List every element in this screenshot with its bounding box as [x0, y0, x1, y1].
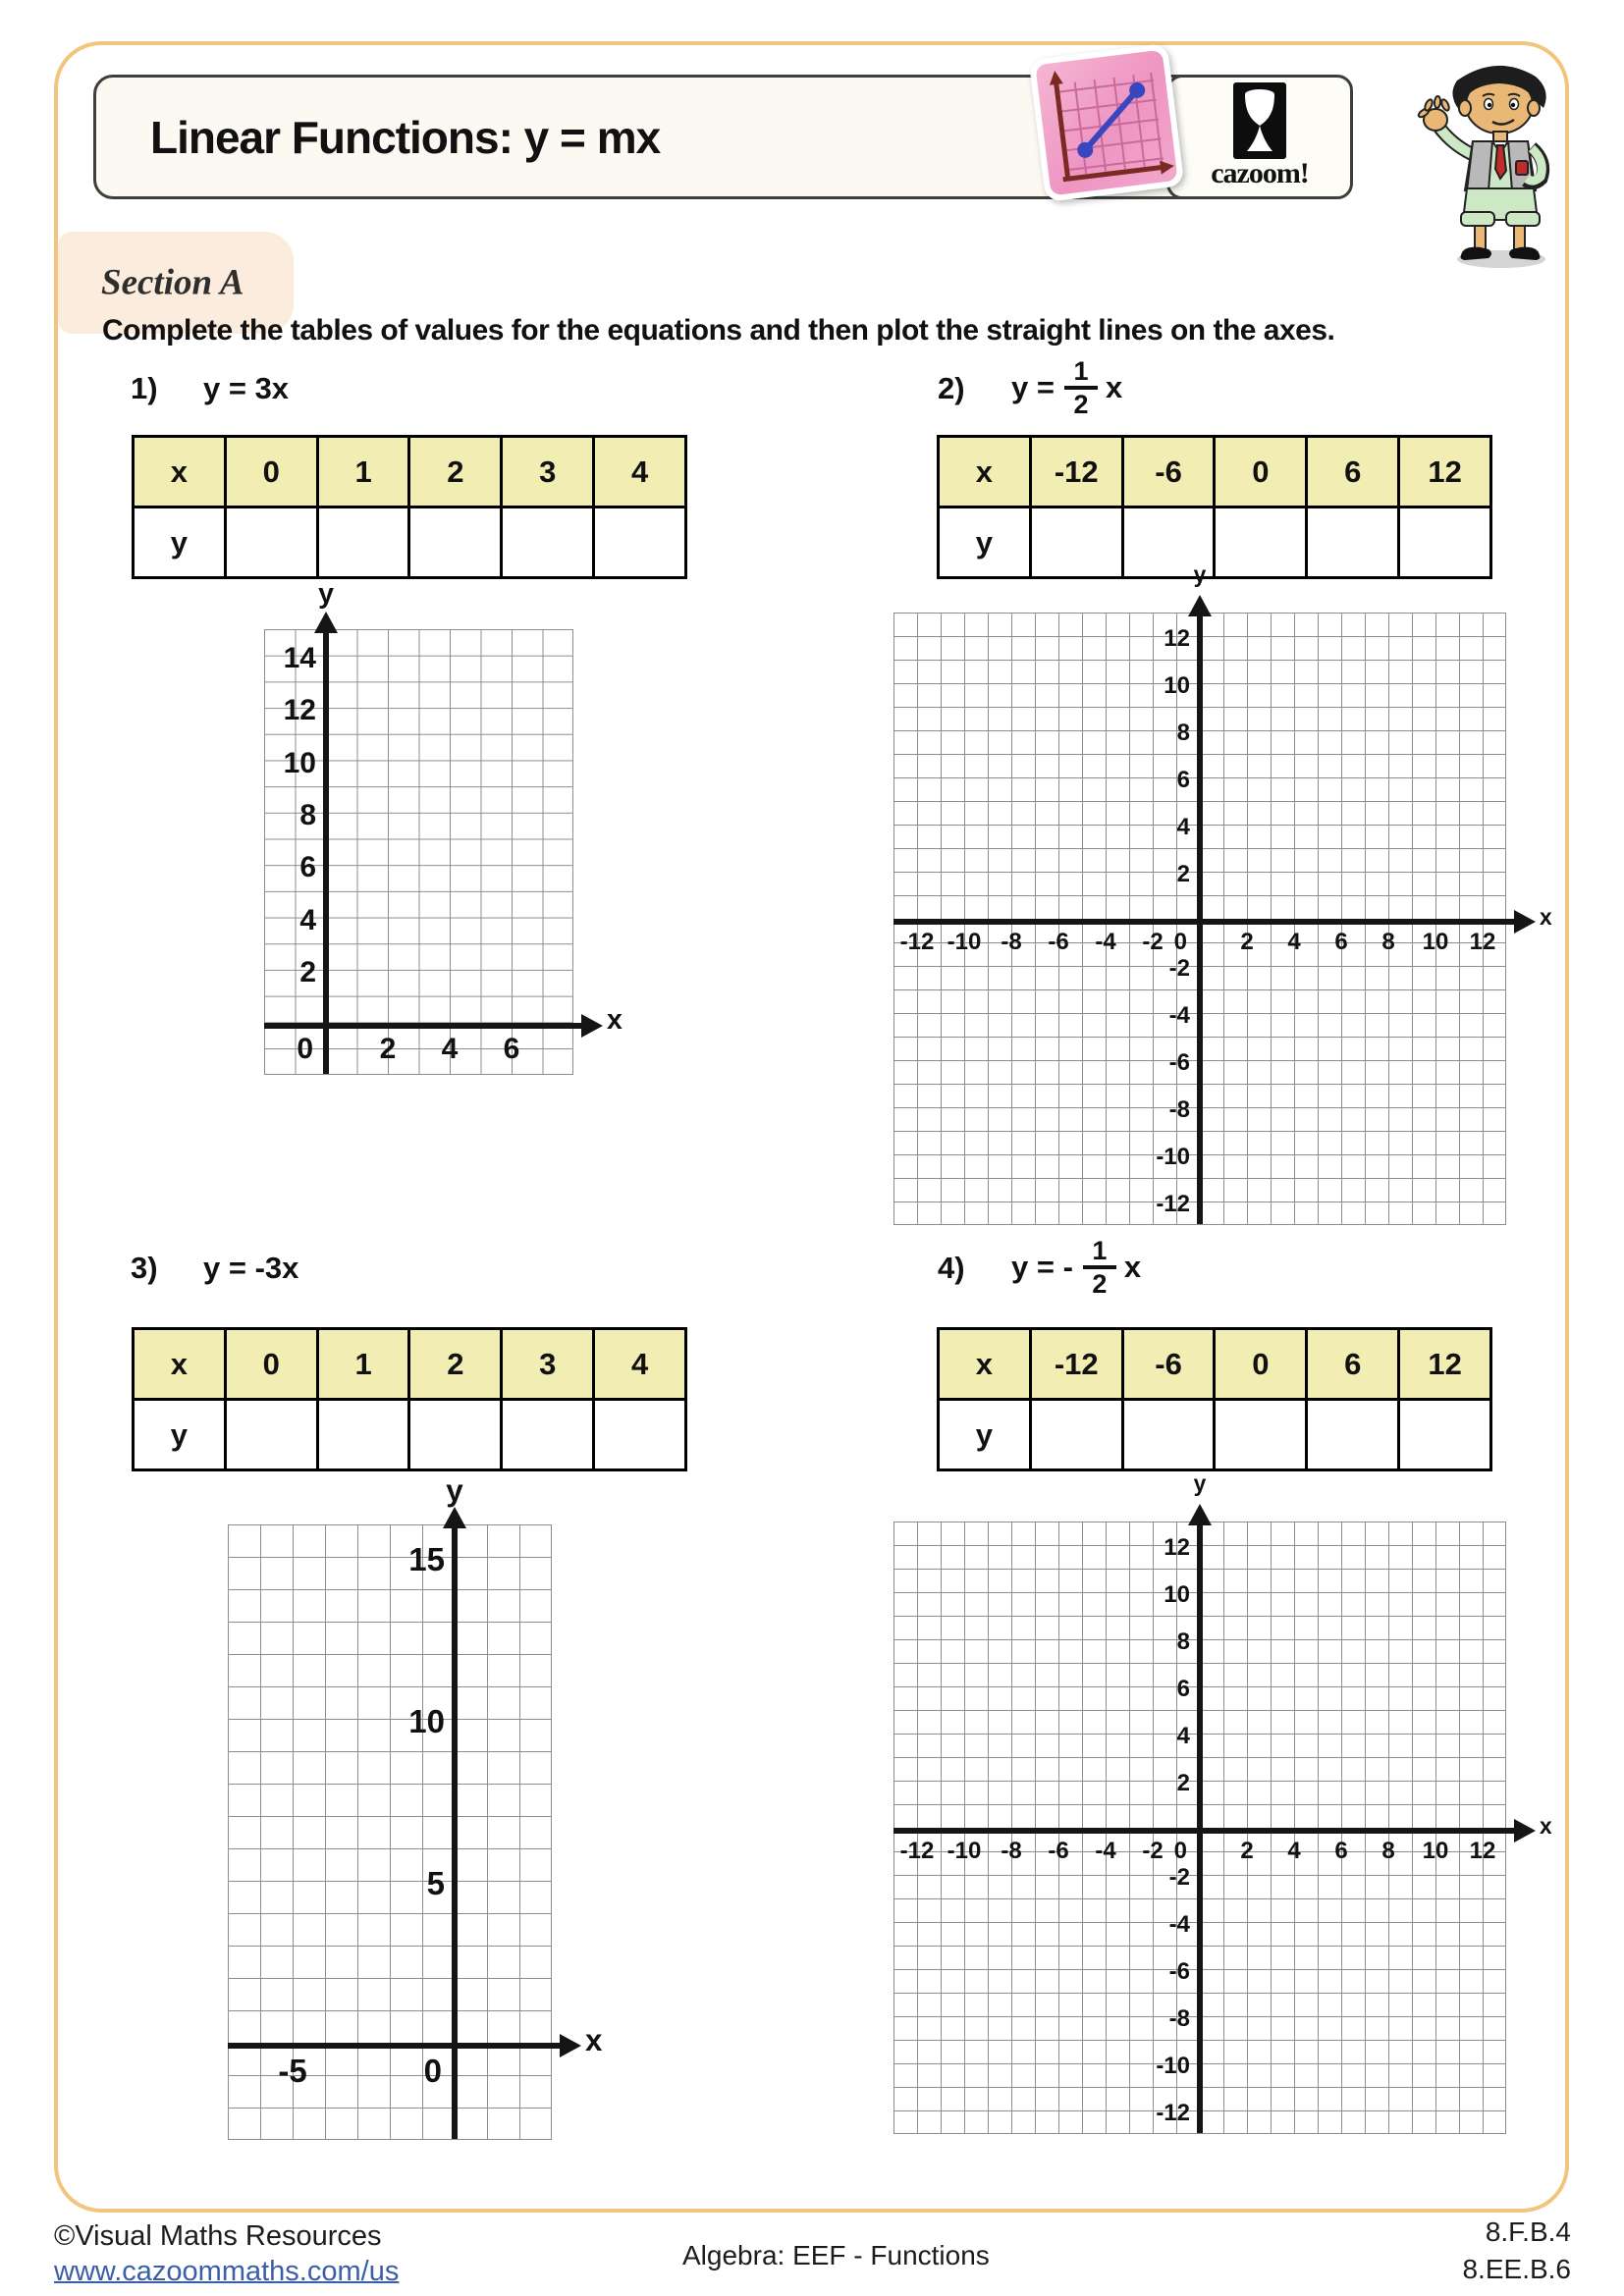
- y-tick-label: 2: [299, 956, 316, 989]
- y-axis-arrow-icon: [1188, 1504, 1212, 1525]
- table-header-cell: 4: [594, 1329, 686, 1400]
- answer-cell[interactable]: [1215, 1400, 1307, 1470]
- table-header-cell: 0: [1215, 437, 1307, 507]
- y-tick-label: -10: [1156, 2053, 1190, 2079]
- y-tick-label: 4: [299, 903, 316, 936]
- y-axis-title: y: [318, 578, 334, 610]
- table-header-cell: 3: [502, 437, 594, 507]
- values-table-1: [132, 435, 687, 579]
- table-answer-row: [939, 507, 1491, 578]
- x-axis-title: x: [1540, 1813, 1552, 1840]
- problem-4-number: 4): [938, 1251, 965, 1285]
- x-tick-label: -6: [1048, 1838, 1069, 1864]
- x-axis-title: x: [607, 1003, 623, 1036]
- brand-logo-box: [1166, 75, 1353, 199]
- problem-3-equation: y = -3x: [203, 1251, 299, 1285]
- y-axis-line: [1197, 1516, 1203, 2133]
- equation-prefix: y =: [1011, 370, 1055, 404]
- table-answer-row: [939, 1400, 1491, 1470]
- table-header-cell: 3: [502, 1329, 594, 1400]
- y-tick-label: -8: [1168, 1096, 1190, 1123]
- row-label-cell: y: [939, 1400, 1031, 1470]
- y-tick-label: 10: [1164, 672, 1190, 699]
- x-tick-label: -4: [1095, 1838, 1116, 1864]
- y-tick-label: 10: [408, 1703, 445, 1739]
- y-axis-arrow-icon: [443, 1507, 466, 1528]
- y-tick-label: 4: [1176, 1723, 1190, 1749]
- table-header-cell: x: [134, 1329, 226, 1400]
- y-axis-arrow-icon: [1188, 595, 1212, 616]
- y-tick-label: 8: [299, 798, 316, 831]
- table-header-cell: 2: [409, 437, 502, 507]
- y-axis-title: y: [1193, 1470, 1207, 1496]
- table-header-row: [939, 437, 1491, 507]
- problem-3-number: 3): [131, 1251, 158, 1285]
- x-tick-label: -2: [1142, 929, 1164, 955]
- answer-cell[interactable]: [409, 507, 502, 578]
- y-axis-line: [1197, 607, 1203, 1224]
- section-label: Section A: [101, 262, 244, 303]
- fraction: [1083, 1237, 1116, 1299]
- y-axis-title: y: [446, 1473, 463, 1508]
- values-table-3: [132, 1327, 687, 1471]
- y-tick-label: -4: [1168, 1911, 1190, 1938]
- table-answer-row: [134, 1400, 686, 1470]
- table-header-cell: x: [134, 437, 226, 507]
- x-tick-label: -6: [1048, 929, 1069, 955]
- fraction-numerator: 1: [1073, 355, 1089, 386]
- answer-cell[interactable]: [502, 507, 594, 578]
- y-tick-label: -6: [1168, 1049, 1190, 1076]
- y-axis-line: [323, 623, 329, 1074]
- x-axis-arrow-icon: [1514, 1819, 1536, 1842]
- problem-1-equation: y = 3x: [203, 371, 290, 405]
- answer-cell[interactable]: [1030, 507, 1122, 578]
- x-tick-label: 6: [1334, 929, 1348, 955]
- table-header-cell: 1: [317, 1329, 409, 1400]
- x-tick-label: -10: [947, 1838, 982, 1864]
- problem-1-number: 1): [131, 371, 158, 405]
- x-tick-label: -12: [899, 929, 935, 955]
- x-tick-label: -4: [1095, 929, 1116, 955]
- x-tick-label: -8: [1001, 929, 1022, 955]
- answer-cell[interactable]: [1307, 507, 1399, 578]
- answer-cell[interactable]: [502, 1400, 594, 1470]
- x-tick-label: 12: [1469, 929, 1496, 955]
- x-axis-line: [264, 1023, 585, 1029]
- x-tick-label: 2: [1240, 929, 1254, 955]
- y-tick-label: 15: [408, 1541, 445, 1577]
- x-axis-line: [893, 1828, 1518, 1834]
- y-tick-label: 12: [1164, 625, 1190, 652]
- brand-name: cazoom!: [1211, 157, 1309, 189]
- y-tick-label: -10: [1156, 1144, 1190, 1170]
- table-header-cell: 4: [594, 437, 686, 507]
- table-header-cell: 6: [1307, 437, 1399, 507]
- y-tick-label: -6: [1168, 1958, 1190, 1985]
- y-tick-label: 14: [283, 641, 316, 674]
- y-tick-label: -12: [1156, 1191, 1190, 1217]
- x-axis-line: [228, 2043, 564, 2049]
- x-tick-label: -5: [278, 2053, 307, 2089]
- x-tick-label: 4: [441, 1032, 459, 1065]
- x-axis-arrow-icon: [1514, 910, 1536, 934]
- x-tick-label: 2: [379, 1032, 397, 1065]
- y-tick-label: -12: [1156, 2100, 1190, 2126]
- answer-cell[interactable]: [1399, 507, 1491, 578]
- y-tick-label: 6: [1176, 1676, 1190, 1702]
- graph-3-grid[interactable]: [228, 1473, 603, 2140]
- origin-label: 0: [1173, 1838, 1187, 1864]
- y-tick-label: -2: [1168, 955, 1190, 982]
- footer-url-link[interactable]: www.cazoommaths.com/us: [54, 2256, 400, 2287]
- table-answer-row: [134, 507, 686, 578]
- answer-cell[interactable]: [409, 1400, 502, 1470]
- graph-2-grid[interactable]: [893, 561, 1552, 1225]
- y-axis-title: y: [1193, 561, 1207, 587]
- table-header-cell: x: [939, 437, 1031, 507]
- x-tick-label: 4: [1287, 1838, 1301, 1864]
- origin-label: 0: [297, 1032, 313, 1065]
- equation-prefix: y = -: [1011, 1250, 1073, 1284]
- footer-category: Algebra: EEF - Functions: [682, 2240, 990, 2270]
- fraction-denominator: 2: [1092, 1269, 1108, 1299]
- table-header-cell: 2: [409, 1329, 502, 1400]
- graph-4-grid[interactable]: [893, 1470, 1552, 2134]
- graph-sticker-icon: [1029, 43, 1185, 202]
- table-header-cell: -6: [1122, 1329, 1215, 1400]
- y-tick-label: 10: [1164, 1581, 1190, 1608]
- table-header-cell: -12: [1030, 1329, 1122, 1400]
- x-tick-label: 4: [1287, 929, 1301, 955]
- origin-label: 0: [423, 2053, 442, 2089]
- table-header-cell: -6: [1122, 437, 1215, 507]
- table-header-cell: 6: [1307, 1329, 1399, 1400]
- equation-suffix: x: [1105, 370, 1123, 404]
- x-tick-label: -10: [947, 929, 982, 955]
- answer-cell[interactable]: [225, 507, 317, 578]
- equation-suffix: x: [1123, 1250, 1142, 1284]
- y-tick-label: 8: [1176, 1629, 1190, 1655]
- answer-cell[interactable]: [317, 507, 409, 578]
- table-header-row: [134, 437, 686, 507]
- origin-label: 0: [1173, 929, 1187, 955]
- row-label-cell: y: [134, 1400, 226, 1470]
- footer-standard-1: 8.F.B.4: [1485, 2216, 1571, 2247]
- answer-cell[interactable]: [1215, 507, 1307, 578]
- x-tick-label: 10: [1422, 1838, 1449, 1864]
- table-header-cell: x: [939, 1329, 1031, 1400]
- problem-4-equation: [1011, 1222, 1141, 1312]
- instruction-text: Complete the tables of values for the equations and then plot the straight lines on the axes.: [102, 314, 1335, 347]
- table-header-row: [134, 1329, 686, 1400]
- y-tick-label: 2: [1176, 861, 1190, 887]
- y-tick-label: -4: [1168, 1002, 1190, 1029]
- x-tick-label: -8: [1001, 1838, 1022, 1864]
- y-tick-label: 12: [1164, 1534, 1190, 1561]
- y-tick-label: 12: [283, 694, 316, 727]
- answer-cell[interactable]: [1030, 1400, 1122, 1470]
- x-tick-label: 6: [1334, 1838, 1348, 1864]
- y-tick-label: 8: [1176, 720, 1190, 746]
- x-tick-label: -12: [899, 1838, 935, 1864]
- problem-2-equation: [1011, 343, 1122, 433]
- x-tick-label: 12: [1469, 1838, 1496, 1864]
- x-tick-label: 2: [1240, 1838, 1254, 1864]
- boy-mascot: [1398, 51, 1595, 272]
- y-tick-label: 6: [299, 851, 316, 884]
- answer-cell[interactable]: [1307, 1400, 1399, 1470]
- answer-cell[interactable]: [317, 1400, 409, 1470]
- table-header-cell: 0: [225, 1329, 317, 1400]
- table-header-row: [939, 1329, 1491, 1400]
- y-tick-label: -8: [1168, 2005, 1190, 2032]
- y-tick-label: 6: [1176, 767, 1190, 793]
- y-tick-label: 2: [1176, 1770, 1190, 1796]
- answer-cell[interactable]: [1399, 1400, 1491, 1470]
- y-tick-label: -2: [1168, 1864, 1190, 1891]
- problem-2-number: 2): [938, 371, 965, 405]
- answer-cell[interactable]: [1122, 1400, 1215, 1470]
- table-header-cell: -12: [1030, 437, 1122, 507]
- values-table-2: [937, 435, 1492, 579]
- y-tick-label: 5: [426, 1865, 445, 1901]
- x-axis-title: x: [1540, 904, 1552, 931]
- graph-1-grid[interactable]: [264, 578, 623, 1075]
- fraction: [1064, 357, 1098, 419]
- x-tick-label: 10: [1422, 929, 1449, 955]
- cazoom-goblet-icon: [1233, 82, 1286, 159]
- x-axis-arrow-icon: [560, 2034, 581, 2057]
- table-header-cell: 0: [1215, 1329, 1307, 1400]
- table-header-cell: 1: [317, 437, 409, 507]
- x-axis-title: x: [585, 2022, 603, 2057]
- y-axis-arrow-icon: [314, 612, 338, 633]
- x-tick-label: -2: [1142, 1838, 1164, 1864]
- sticker-mini-graph: [1035, 50, 1177, 196]
- fraction-denominator: 2: [1073, 390, 1089, 419]
- y-tick-label: 4: [1176, 814, 1190, 840]
- x-axis-line: [893, 919, 1518, 925]
- values-table-4: [937, 1327, 1492, 1471]
- x-axis-arrow-icon: [581, 1014, 603, 1038]
- page-title: Linear Functions: y = mx: [150, 111, 661, 163]
- answer-cell[interactable]: [594, 1400, 686, 1470]
- footer-copyright: ©Visual Maths Resources: [54, 2220, 382, 2252]
- x-tick-label: 8: [1381, 929, 1395, 955]
- table-header-cell: 0: [225, 437, 317, 507]
- answer-cell[interactable]: [594, 507, 686, 578]
- x-tick-label: 8: [1381, 1838, 1395, 1864]
- answer-cell[interactable]: [225, 1400, 317, 1470]
- row-label-cell: y: [939, 507, 1031, 578]
- x-tick-label: 6: [503, 1032, 520, 1065]
- row-label-cell: y: [134, 507, 226, 578]
- y-tick-label: 10: [283, 746, 316, 779]
- table-header-cell: 12: [1399, 1329, 1491, 1400]
- table-header-cell: 12: [1399, 437, 1491, 507]
- fraction-numerator: 1: [1092, 1235, 1108, 1265]
- footer-standard-2: 8.EE.B.6: [1462, 2254, 1571, 2284]
